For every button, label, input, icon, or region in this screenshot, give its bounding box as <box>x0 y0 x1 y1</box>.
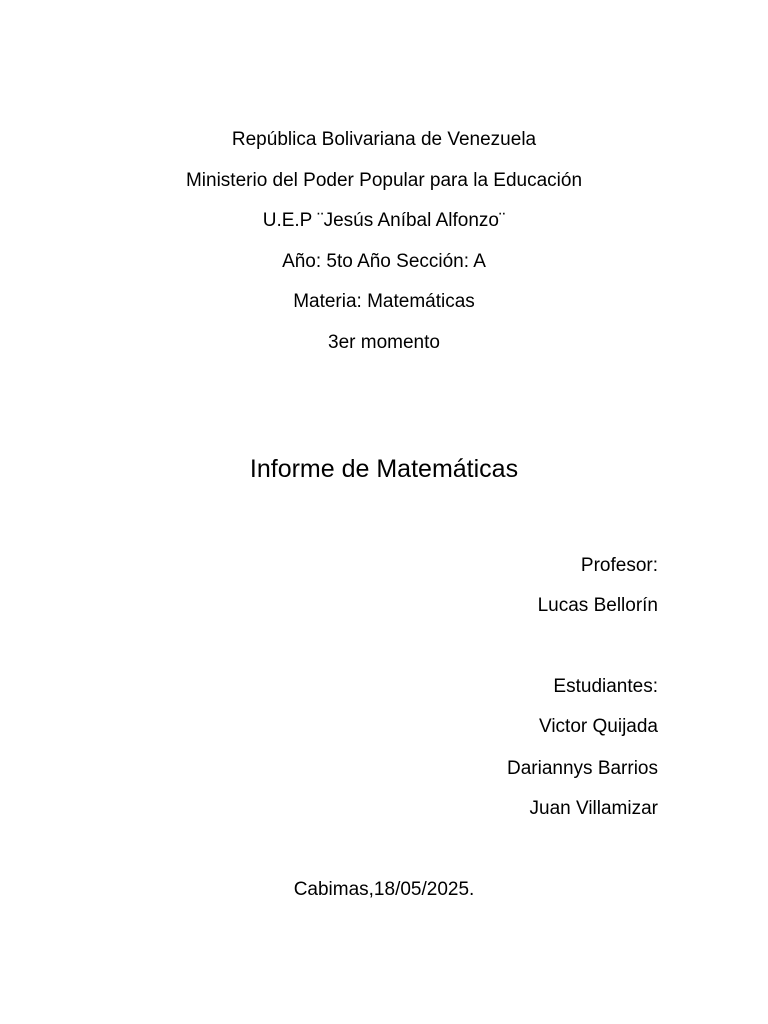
header-ministry: Ministerio del Poder Popular para la Educación <box>185 170 583 191</box>
student-name: Victor Quijada <box>539 716 658 737</box>
student-name: Dariannys Barrios <box>507 758 658 779</box>
professor-name: Lucas Bellorín <box>537 595 658 616</box>
document-title: Informe de Matemáticas <box>249 455 519 483</box>
header-term: 3er momento <box>328 332 440 353</box>
place-date: Cabimas,18/05/2025. <box>293 879 475 900</box>
header-school: U.E.P ¨Jesús Aníbal Alfonzo¨ <box>262 210 506 231</box>
header-year-section: Año: 5to Año Sección: A <box>282 251 486 272</box>
students-label: Estudiantes: <box>553 676 658 697</box>
professor-label: Profesor: <box>580 555 658 576</box>
header-subject: Materia: Matemáticas <box>293 291 475 312</box>
student-name: Juan Villamizar <box>529 798 658 819</box>
header-country: República Bolivariana de Venezuela <box>231 129 537 150</box>
